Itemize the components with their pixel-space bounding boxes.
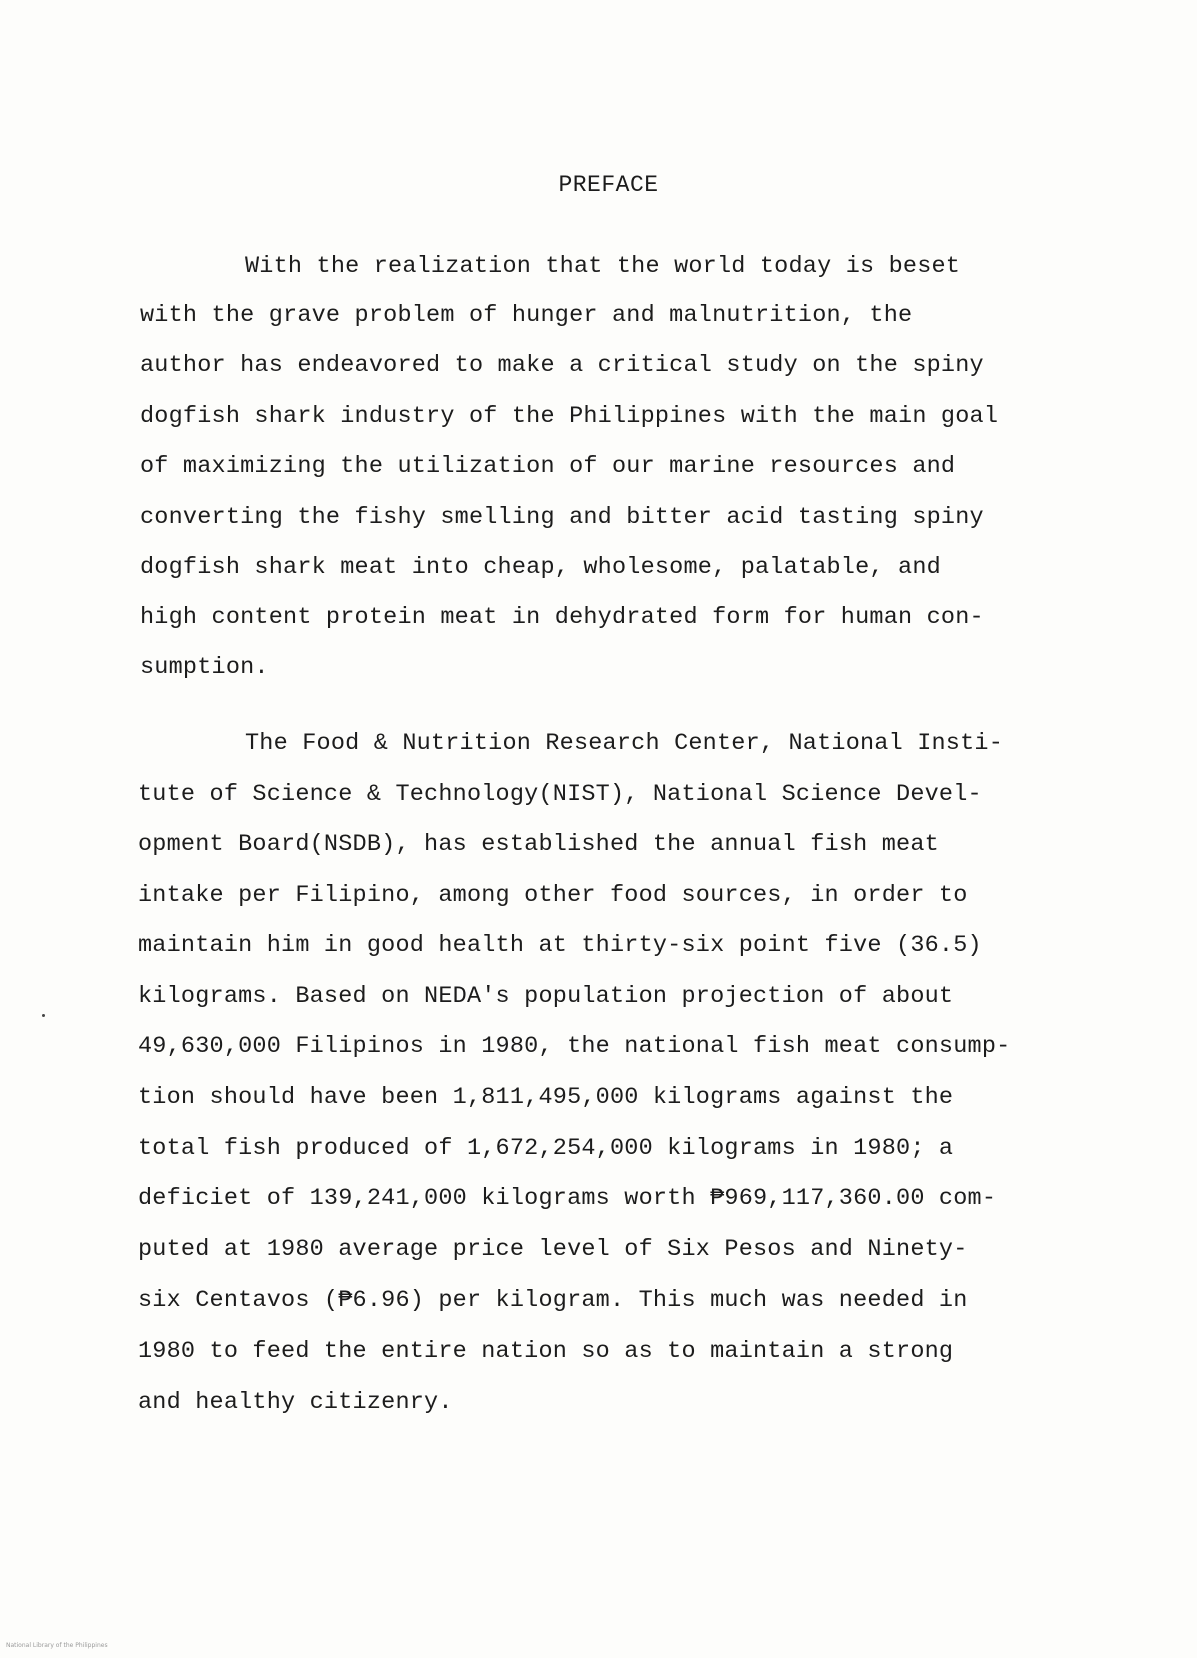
scan-speck: [42, 1014, 45, 1017]
paragraph2-line: and healthy citizenry.: [138, 1389, 453, 1416]
paragraph1-line: dogfish shark industry of the Philippines with the main goal: [140, 403, 999, 430]
paragraph2-line: six Centavos (₱6.96) per kilogram. This much was needed in: [138, 1287, 968, 1314]
paragraph2-line: opment Board(NSDB), has established the annual fish meat: [138, 831, 939, 858]
paragraph2-line: 1980 to feed the entire nation so as to maintain a strong: [138, 1338, 954, 1365]
paragraph2-line: puted at 1980 average price level of Six Pesos and Ninety-: [138, 1236, 968, 1263]
paragraph2-line: intake per Filipino, among other food sources, in order to: [138, 882, 968, 909]
paragraph2-line: tute of Science & Technology(NIST), National Science Devel-: [138, 781, 982, 808]
paragraph1-line: With the realization that the world today is beset: [245, 253, 961, 280]
paragraph1-line: author has endeavored to make a critical study on the spiny: [140, 352, 984, 379]
scan-footer: National Library of the Philippines: [6, 1642, 108, 1649]
paragraph1-line: dogfish shark meat into cheap, wholesome, palatable, and: [140, 554, 941, 581]
paragraph2-line: tion should have been 1,811,495,000 kilograms against the: [138, 1084, 954, 1111]
paragraph1-line: of maximizing the utilization of our marine resources and: [140, 453, 956, 480]
paragraph2-line: deficiet of 139,241,000 kilograms worth ₱969,117,360.00 com-: [138, 1185, 997, 1212]
paragraph2-line: The Food & Nutrition Research Center, National Insti-: [245, 730, 1004, 757]
paragraph1-line: sumption.: [140, 654, 269, 681]
paragraph1-line: high content protein meat in dehydrated form for human con-: [140, 604, 984, 631]
paragraph1-line: with the grave problem of hunger and malnutrition, the: [140, 302, 913, 329]
paragraph2-line: kilograms. Based on NEDA's population projection of about: [138, 983, 954, 1010]
paragraph1-line: converting the fishy smelling and bitter acid tasting spiny: [140, 504, 984, 531]
paragraph2-line: maintain him in good health at thirty-six point five (36.5): [138, 932, 982, 959]
paragraph2-line: 49,630,000 Filipinos in 1980, the national fish meat consump-: [138, 1033, 1011, 1060]
paragraph2-line: total fish produced of 1,672,254,000 kilograms in 1980; a: [138, 1135, 954, 1162]
page-title: PREFACE: [558, 172, 659, 198]
